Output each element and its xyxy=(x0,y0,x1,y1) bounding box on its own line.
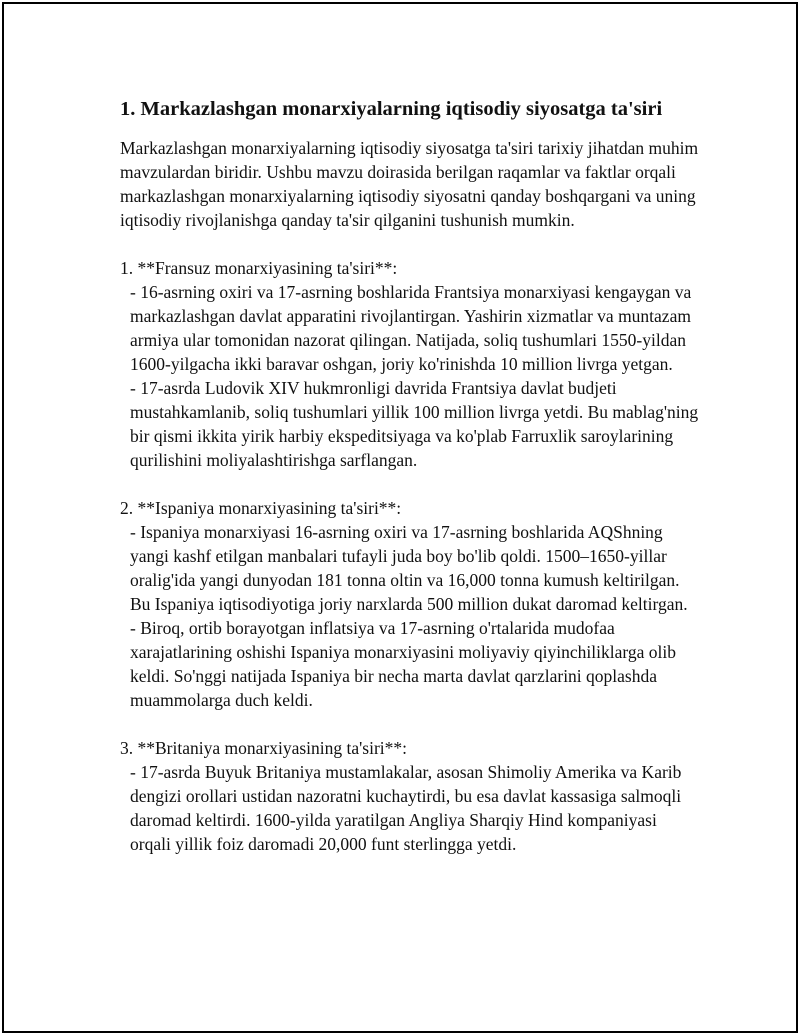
section-heading-britain: 3. **Britaniya monarxiyasining ta'siri**: xyxy=(120,738,407,758)
paragraph-spacer xyxy=(120,712,700,736)
section-item-france-1: - 16-asrning oxiri va 17-asrning boshlarida Frantsiya monarxiyasi kengaygan va markazlashgan davlat apparatini rivojlantirgan. Yashirin xizmatlar va muntazam armiya ular tomonidan nazorat qilingan. Natijada, soliq tushumlari 1550-yildan 1600-yilgacha ikki baravar oshgan, joriy ko'rinishda 10 million livrga yetgan. xyxy=(130,282,692,374)
section-heading-spain: 2. **Ispaniya monarxiyasining ta'siri**: xyxy=(120,498,402,518)
document-page xyxy=(2,2,798,1033)
paragraph-spacer xyxy=(120,472,700,496)
document-title: 1. Markazlashgan monarxiyalarning iqtisodiy siyosatga ta'siri xyxy=(120,98,663,120)
section-item-spain-2: - Biroq, ortib borayotgan inflatsiya va 17-asrning o'rtalarida mudofaa xarajatlarining oshishi Ispaniya monarxiyasini moliyaviy qiyinchiliklarga olib keldi. So'nggi natijada Ispaniya bir necha marta davlat qarzlarini qoplashda muammolarga duch keldi. xyxy=(130,618,676,710)
section-item-spain-1: - Ispaniya monarxiyasi 16-asrning oxiri va 17-asrning boshlarida AQShning yangi kashf etilgan manbalari tufayli juda boy bo'lib qoldi. 1500–1650-yillar oralig'ida yangi dunyodan 181 tonna oltin va 16,000 tonna kumush keltirilgan. Bu Ispaniya iqtisodiyotiga joriy narxlarda 500 million dukat daromad keltirgan. xyxy=(130,522,688,614)
section-item-britain-1: - 17-asrda Buyuk Britaniya mustamlakalar, asosan Shimoliy Amerika va Karib dengizi orollari ustidan nazoratni kuchaytirdi, bu esa davlat kassasiga salmoqli daromad keltirdi. 1600-yilda yaratilgan Angliya Sharqiy Hind kompaniyasi orqali yillik foiz daromadi 20,000 funt sterlingga yetdi. xyxy=(130,762,682,854)
section-heading-france: 1. **Fransuz monarxiyasining ta'siri**: xyxy=(120,258,398,278)
paragraph-spacer xyxy=(120,232,700,256)
intro-paragraph: Markazlashgan monarxiyalarning iqtisodiy siyosatga ta'siri tarixiy jihatdan muhim mavzulardan biridir. Ushbu mavzu doirasida berilgan raqamlar va faktlar orqali markazlashgan monarxiyalarning iqtisodiy siyosatni qanday boshqargani va uning iqtisodiy rivojlanishga qanday ta'sir qilganini tushunish mumkin. xyxy=(120,138,699,230)
document-content xyxy=(120,94,700,856)
section-item-france-2: - 17-asrda Ludovik XIV hukmronligi davrida Frantsiya davlat budjeti mustahkamlanib, soliq tushumlari yillik 100 million livrga yetdi. Bu mablag'ning bir qismi ikkita yirik harbiy ekspeditsiyaga va ko'plab Farruxlik saroylarining qurilishini moliyalashtirishga sarflangan. xyxy=(130,378,699,470)
